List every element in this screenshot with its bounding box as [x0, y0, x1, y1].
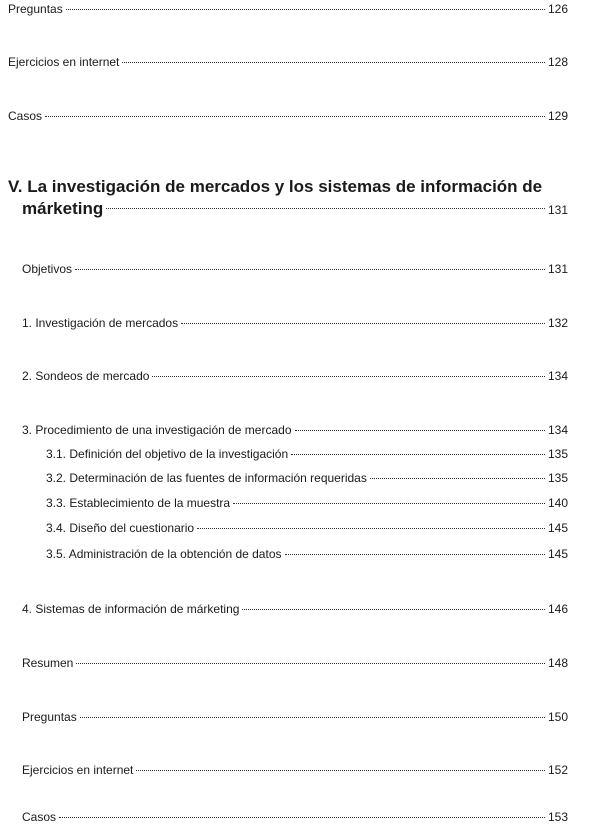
toc-entry-preguntas[interactable]: [22, 710, 568, 724]
dot-leader: [66, 9, 545, 10]
toc-entry-label: Objetivos: [22, 262, 73, 276]
chapter-title-line2-label: márketing: [22, 199, 104, 218]
toc-entry-3-1[interactable]: [46, 447, 568, 461]
toc-entry-label: 3.2. Determinación de las fuentes de información requeridas: [46, 471, 367, 485]
toc-entry-label: 3. Procedimiento de una investigación de mercado: [22, 423, 292, 437]
toc-entry-page: 128: [547, 55, 568, 69]
toc-entry-page: 145: [547, 521, 568, 535]
dot-leader: [197, 528, 545, 529]
dot-leader: [295, 430, 545, 431]
dot-leader: [233, 503, 545, 504]
toc-entry-label: 1. Investigación de mercados: [22, 316, 179, 330]
toc-entry-casos-top[interactable]: [8, 109, 568, 123]
toc-entry-label: 3.3. Establecimiento de la muestra: [46, 496, 231, 510]
dot-leader: [152, 376, 545, 377]
toc-entry-3-4[interactable]: [46, 521, 568, 535]
toc-entry-page: 135: [547, 471, 568, 485]
toc-entry-label: Ejercicios en internet: [8, 55, 120, 69]
dot-leader: [136, 770, 545, 771]
toc-entry-page: 140: [547, 496, 568, 510]
toc-entry-page: 150: [547, 710, 568, 724]
chapter-title-line1: V. La investigación de mercados y los sistemas de información de: [8, 177, 543, 196]
toc-entry-3-5[interactable]: [46, 547, 568, 561]
toc-entry-page: 129: [547, 109, 568, 123]
toc-entry-investigacion[interactable]: [22, 316, 568, 330]
chapter-page: 131: [547, 203, 568, 217]
dot-leader: [291, 454, 545, 455]
toc-entry-label: 3.5. Administración de la obtención de datos: [46, 547, 282, 561]
toc-entry-3-3[interactable]: [46, 496, 568, 510]
dot-leader: [80, 717, 545, 718]
toc-entry-label: 4. Sistemas de información de márketing: [22, 602, 240, 616]
toc-entry-label: Casos: [22, 810, 57, 824]
toc-entry-page: 134: [547, 369, 568, 383]
chapter-title[interactable]: [8, 176, 568, 221]
toc-entry-page: 152: [547, 763, 568, 777]
toc-entry-page: 134: [547, 423, 568, 437]
dot-leader: [59, 817, 545, 818]
chapter-title-line2: [8, 198, 568, 221]
toc-entry-label: Ejercicios en internet: [22, 763, 134, 777]
toc-entry-sistemas[interactable]: [22, 602, 568, 616]
toc-entry-ejercicios[interactable]: [22, 763, 568, 777]
dot-leader: [122, 62, 545, 63]
toc-entry-page: 146: [547, 602, 568, 616]
toc-entry-page: 131: [547, 262, 568, 276]
dot-leader: [106, 208, 545, 209]
toc-entry-procedimiento[interactable]: [22, 423, 568, 437]
toc-entry-objetivos[interactable]: [22, 262, 568, 276]
dot-leader: [242, 609, 545, 610]
dot-leader: [76, 663, 545, 664]
dot-leader: [45, 116, 545, 117]
dot-leader: [75, 269, 545, 270]
toc-entry-page: 148: [547, 656, 568, 670]
dot-leader: [285, 554, 545, 555]
toc-entry-page: 145: [547, 547, 568, 561]
dot-leader: [181, 323, 545, 324]
toc-entry-label: Preguntas: [22, 710, 77, 724]
toc-entry-page: 135: [547, 447, 568, 461]
toc-entry-casos[interactable]: [22, 810, 568, 824]
toc-entry-label: Resumen: [22, 656, 74, 670]
toc-entry-label: 2. Sondeos de mercado: [22, 369, 150, 383]
toc-entry-page: 126: [547, 2, 568, 16]
dot-leader: [370, 478, 545, 479]
toc-entry-3-2[interactable]: [46, 471, 568, 485]
toc-entry-label: Casos: [8, 109, 43, 123]
toc-entry-ejercicios-top[interactable]: [8, 55, 568, 69]
toc-entry-label: 3.4. Diseño del cuestionario: [46, 521, 195, 535]
toc-entry-resumen[interactable]: [22, 656, 568, 670]
toc-entry-label: Preguntas: [8, 2, 63, 16]
toc-entry-sondeos[interactable]: [22, 369, 568, 383]
toc-entry-page: 153: [547, 810, 568, 824]
toc-entry-label: 3.1. Definición del objetivo de la investigación: [46, 447, 289, 461]
toc-entry-preguntas-top[interactable]: [8, 2, 568, 16]
toc-entry-page: 132: [547, 316, 568, 330]
